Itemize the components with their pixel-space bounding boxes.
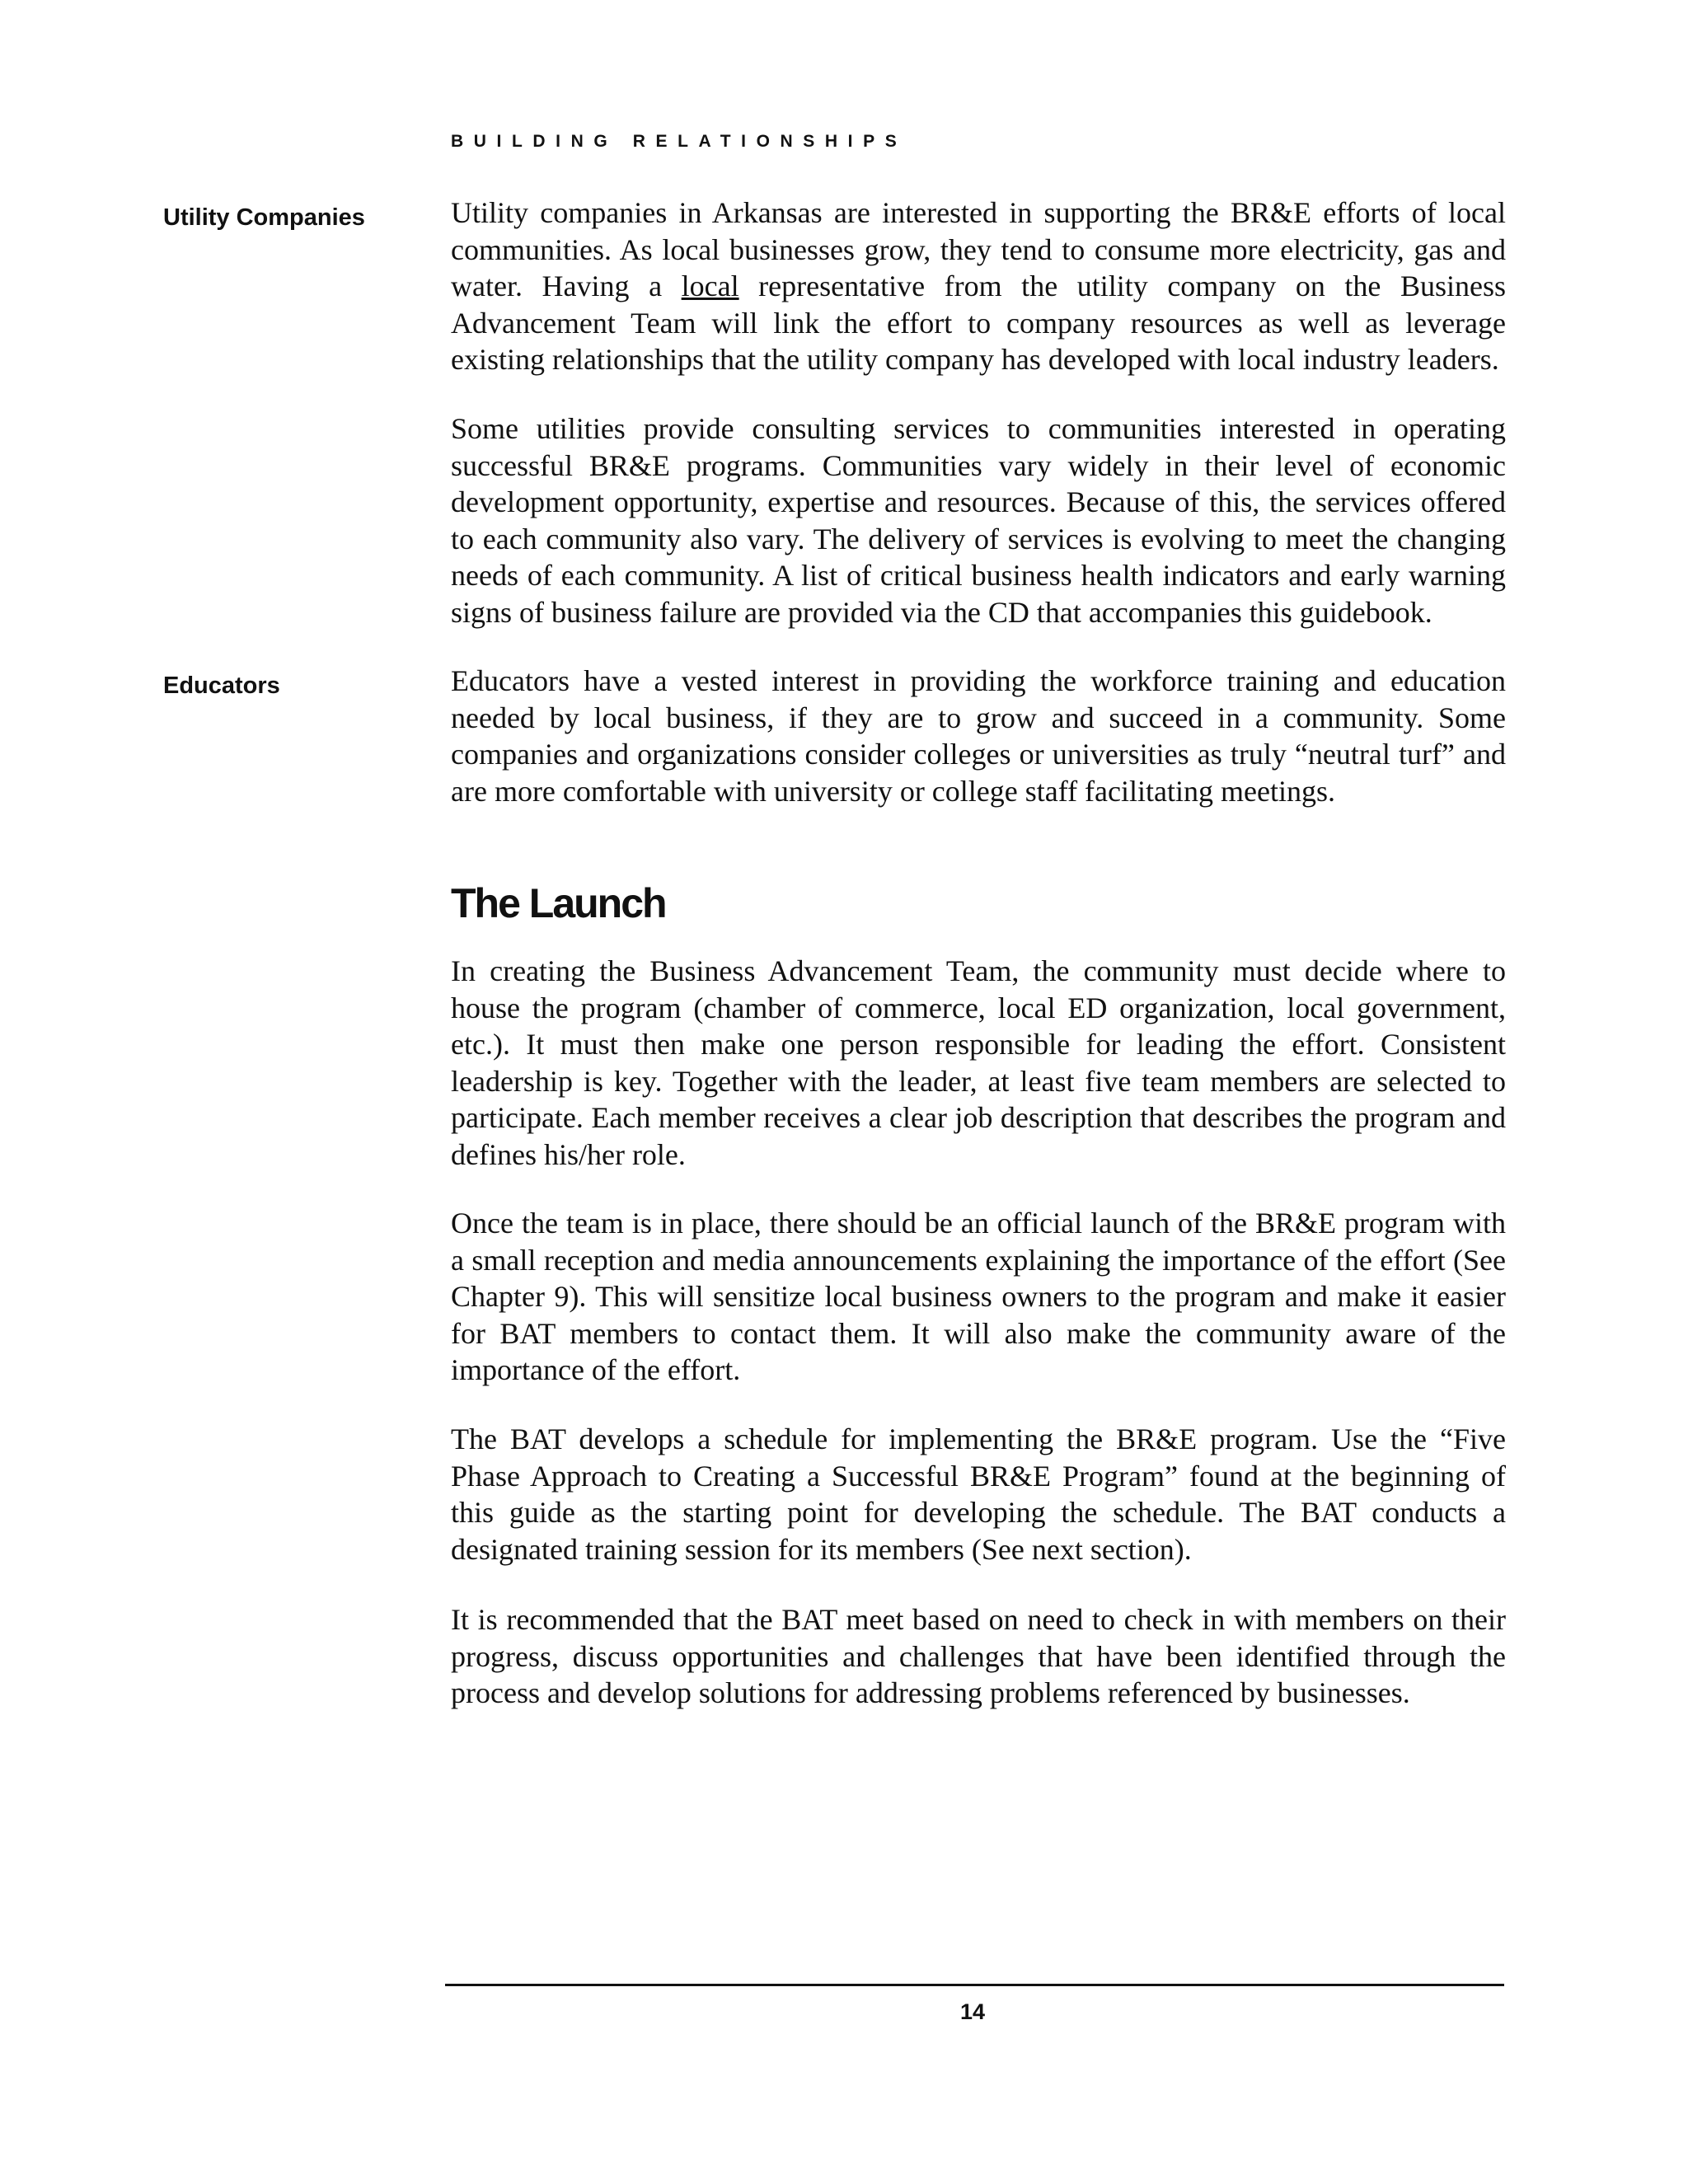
utility-paragraph-1 <box>451 194 1506 378</box>
running-header: BUILDING RELATIONSHIPS <box>451 132 907 151</box>
side-label-educators: Educators <box>163 673 280 699</box>
side-label-utility-companies: Utility Companies <box>163 204 365 231</box>
section-heading-the-launch: The Launch <box>451 880 666 926</box>
launch-paragraph-3: The BAT develops a schedule for implementing the BR&E program. Use the “Five Phase Approach to Creating a Successful BR&E Program” found at the beginning of this guide as the starting point for developing the schedule. The BAT conducts a designated training session for its members (See next section). <box>451 1422 1506 1566</box>
launch-paragraph-1: In creating the Business Advancement Team, the community must decide where to house the program (chamber of commerce, local ED organization, local government, etc.). It must then make one person responsible for leading the effort. Consistent leadership is key. Together with the leader, at least five team members are selected to participate. Each member receives a clear job description that describes the program and defines his/her role. <box>451 954 1506 1171</box>
page-number: 14 <box>959 1999 986 2024</box>
utility-paragraph-1-text-a: Utility companies in Arkansas are interested in supporting the BR&E efforts of local communities. As local businesses grow, they tend to consume more electricity, gas and water. Having a <box>451 196 1506 303</box>
launch-paragraph-4: It is recommended that the BAT meet based on need to check in with members on their progress, discuss opportunities and challenges that have been identified through the process and develop solutions for addressing problems referenced by businesses. <box>451 1603 1506 1710</box>
utility-paragraph-1-text-b: representative from the utility company on the Business Advancement Team will link the effort to company resources as well as leverage existing relationships that the utility company has developed with local industry leaders. <box>451 269 1506 377</box>
utility-paragraph-2: Some utilities provide consulting services to communities interested in operating successful BR&E programs. Communities vary widely in their level of economic development opportunity, expertise and resources. Because of this, the services offered to each community also vary. The delivery of services is evolving to meet the changing needs of each community. A list of critical business health indicators and early warning signs of business failure are provided via the CD that accompanies this guidebook. <box>451 412 1506 629</box>
launch-paragraph-2: Once the team is in place, there should be an official launch of the BR&E program with a small reception and media announcements explaining the importance of the effort (See Chapter 9). This will sensitize local business owners to the program and make it easier for BAT members to contact them. It will also make the community aware of the importance of the effort. <box>451 1207 1506 1387</box>
underlined-word-local: local <box>681 269 739 303</box>
educators-paragraph: Educators have a vested interest in providing the workforce training and education needed by local business, if they are to grow and succeed in a community. Some companies and organizations consider colleges or universities as truly “neutral turf” and are more comfortable with university or college staff facilitating meetings. <box>451 664 1506 808</box>
footer-rule <box>445 1984 1504 1986</box>
